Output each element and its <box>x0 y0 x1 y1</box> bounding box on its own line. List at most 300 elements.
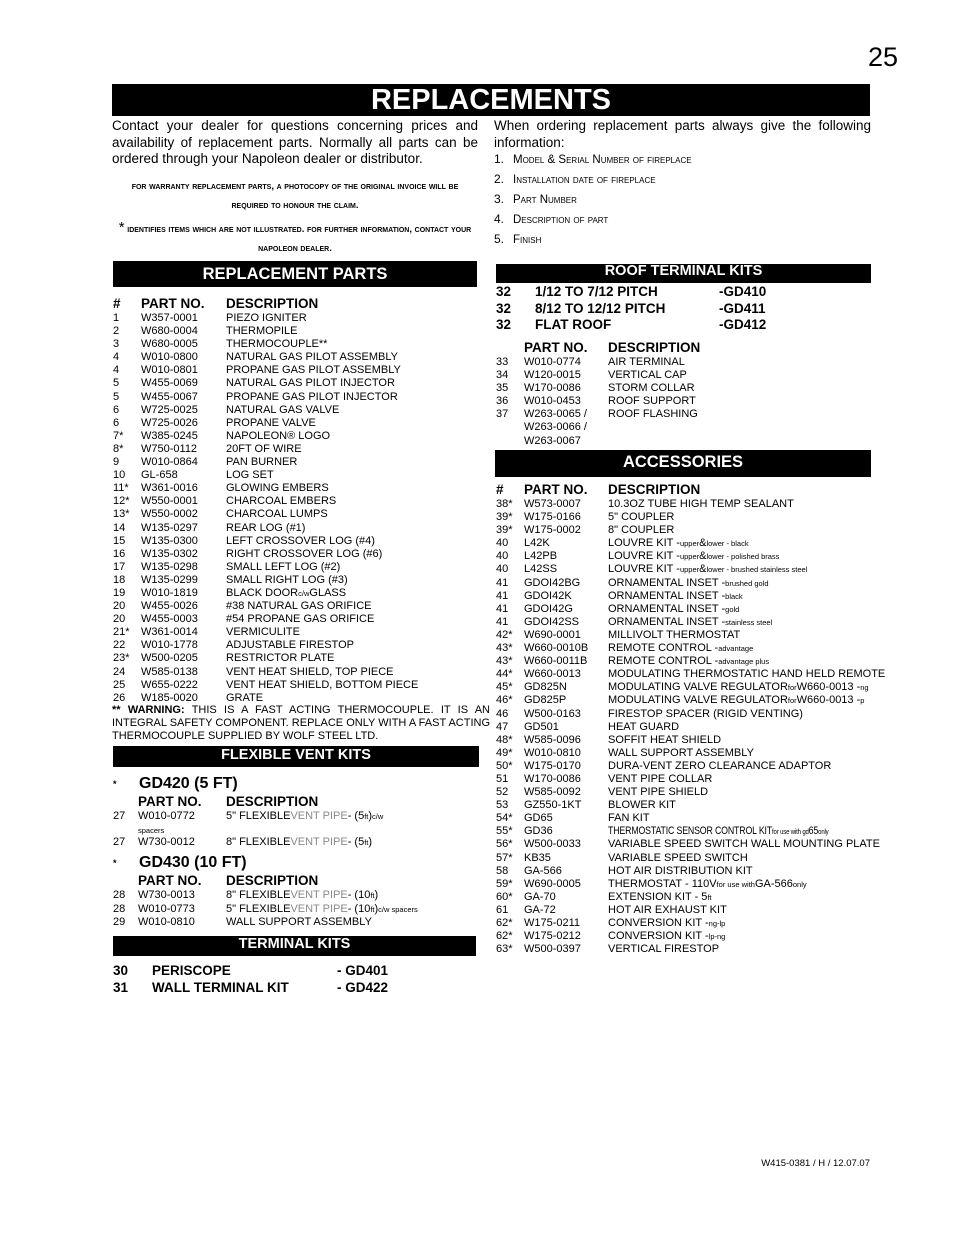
row-part-no: GDOI42SS <box>524 615 580 628</box>
part-row <box>496 760 885 773</box>
row-description-main: PAN BURNER <box>226 456 298 469</box>
kit-gd430-list <box>113 889 418 930</box>
row-number: 24 <box>113 665 126 678</box>
row-description <box>608 786 708 799</box>
row-number: 9 <box>113 456 120 469</box>
row-description-mid: & <box>699 550 707 563</box>
row-description-main: SMALL LEFT LOG (#2) <box>226 560 341 573</box>
row-description <box>608 590 743 603</box>
vent-row <box>113 903 418 917</box>
part-row <box>113 561 418 574</box>
part-row <box>113 469 418 482</box>
row-part-no: W730-0013 <box>138 889 195 901</box>
accessories-list <box>496 498 885 956</box>
part-row <box>496 421 698 434</box>
row-description-main: ROOF SUPPORT <box>608 395 696 408</box>
row-part-no: W660-0010B <box>524 642 589 655</box>
row-number: 15 <box>113 534 126 547</box>
col-description: DESCRIPTION <box>226 873 319 888</box>
row-description-small: lower - brushed stainless steel <box>706 565 808 575</box>
vent-pipe-link: VENT PIPE <box>290 902 348 915</box>
row-description <box>226 666 394 679</box>
vent-pipe-link: VENT PIPE <box>290 889 348 901</box>
row-number: 54* <box>496 812 513 825</box>
row-description <box>608 668 885 681</box>
col-part-no: PART NO. <box>138 794 202 809</box>
part-row <box>113 456 418 469</box>
row-description-main: CONVERSION KIT - <box>608 930 709 943</box>
row-part-no: W175-0166 <box>524 511 581 524</box>
row-number: 6 <box>113 403 120 416</box>
row-description-main: VARIABLE SPEED SWITCH WALL MOUNTING PLATE <box>608 838 880 851</box>
row-description-small: upper <box>679 552 700 562</box>
row-description <box>608 721 679 734</box>
part-row <box>113 626 418 639</box>
row-number: 4 <box>113 351 120 364</box>
part-row <box>496 408 698 421</box>
row-number: 11* <box>113 482 129 495</box>
row-description-small: for use with <box>716 879 755 889</box>
warranty-note: for warranty replacement parts, a photocopy of the original invoice will be required to honour the claim. <box>131 181 459 211</box>
row-number: 37 <box>496 408 509 421</box>
row-description <box>608 408 698 421</box>
row-description-small: upper <box>679 565 700 575</box>
row-number: 42* <box>496 628 513 641</box>
order-item-number: 3. <box>494 192 505 206</box>
row-part-no: GD825N <box>524 681 567 694</box>
part-row <box>496 395 698 408</box>
part-row <box>113 495 418 508</box>
desc-e: ) <box>374 902 379 915</box>
part-row <box>113 325 418 338</box>
row-number: 17 <box>113 560 126 573</box>
row-number: 26 <box>113 691 126 704</box>
row-number: 18 <box>113 573 126 586</box>
row-description <box>226 364 401 377</box>
row-part-no: W550-0002 <box>141 508 198 521</box>
part-row <box>496 825 885 838</box>
row-part-no: W500-0205 <box>141 652 198 665</box>
row-description-main: PROPANE GAS PILOT ASSEMBLY <box>226 364 401 377</box>
spacers-note: spacers <box>138 825 165 835</box>
desc-e: ) <box>368 835 373 848</box>
row-part-no: W135-0299 <box>141 573 198 586</box>
row-description <box>226 522 305 535</box>
col-part-no: PART NO. <box>138 873 202 888</box>
row-part-no: W680-0005 <box>141 338 198 351</box>
row-description-main: 8" COUPLER <box>608 524 675 537</box>
row-number: 44* <box>496 668 513 681</box>
row-description <box>608 577 769 590</box>
row-description-main: #38 NATURAL GAS ORIFICE <box>226 600 372 613</box>
kit-name: 1/12 TO 7/12 PITCH <box>535 284 658 299</box>
row-number: 16 <box>113 547 126 560</box>
row-description-main: ORNAMENTAL INSET - <box>608 576 726 589</box>
row-description-small: only <box>818 827 829 837</box>
row-description <box>608 773 712 786</box>
row-description <box>226 417 316 430</box>
part-row <box>113 312 418 325</box>
row-description <box>608 681 869 694</box>
row-description <box>608 655 769 668</box>
row-part-no: GL-658 <box>141 469 178 482</box>
row-description-main: REMOTE CONTROL - <box>608 642 719 655</box>
kit-star: * <box>113 857 117 868</box>
part-row <box>113 600 418 613</box>
row-description <box>608 356 685 369</box>
part-row <box>496 524 885 537</box>
row-description <box>226 836 372 849</box>
terminal-kits-list <box>113 963 388 996</box>
row-description-small: advantage <box>718 644 754 654</box>
row-part-no: W263-0067 <box>524 434 581 447</box>
row-part-no: W010-0453 <box>524 395 581 408</box>
row-description-mid: 65 <box>808 825 819 838</box>
part-row <box>496 511 885 524</box>
row-number: 46 <box>496 707 509 720</box>
row-description-main: LOUVRE KIT - <box>608 550 680 563</box>
flexible-vent-kits-heading: FLEXIBLE VENT KITS <box>113 746 479 767</box>
order-item <box>494 172 692 192</box>
row-description <box>608 878 807 891</box>
row-part-no: W585-0138 <box>141 665 198 678</box>
row-part-no: W175-0211 <box>524 917 581 929</box>
row-description-main: ORNAMENTAL INSET - <box>608 615 726 628</box>
part-row <box>496 629 885 642</box>
part-row <box>113 692 418 705</box>
row-number: 57* <box>496 851 513 864</box>
row-part-no: GDOI42G <box>524 602 573 615</box>
row-part-no: L42SS <box>524 563 558 576</box>
row-description <box>226 916 372 929</box>
row-description-main: BLACK DOOR <box>226 586 299 599</box>
row-description-main: NATURAL GAS VALVE <box>226 403 340 416</box>
kit-name: WALL TERMINAL KIT <box>152 979 289 995</box>
part-row <box>496 616 885 629</box>
page-title: REPLACEMENTS <box>112 84 870 116</box>
order-item-number: 2. <box>494 172 505 186</box>
row-description <box>226 312 307 325</box>
row-description <box>226 535 375 548</box>
row-number: 14 <box>113 521 126 534</box>
roof-kit-row <box>496 284 766 301</box>
row-description-main: THERMOPILE <box>226 325 298 338</box>
row-description <box>226 338 327 351</box>
row-description-main: EXTENSION KIT - 5 <box>608 890 708 903</box>
accessories-header <box>496 482 700 497</box>
row-description <box>226 692 263 705</box>
row-number: 5 <box>113 390 120 403</box>
row-description-small: p <box>860 696 865 706</box>
row-description <box>608 930 725 943</box>
row-part-no: W385-0245 <box>141 429 198 442</box>
row-description-main: #54 PROPANE GAS ORIFICE <box>226 613 375 626</box>
col-description: DESCRIPTION <box>608 482 701 497</box>
star-note-text: identifies items which are not illustrated. for further information, contact your napoleon dealer. <box>127 224 472 254</box>
row-part-no: W750-0112 <box>141 442 198 455</box>
row-part-no: GD825P <box>524 694 567 707</box>
part-row <box>496 930 885 943</box>
part-row <box>113 652 418 665</box>
kit-gd430-header <box>138 873 318 888</box>
row-description-main: VENT PIPE COLLAR <box>608 772 713 785</box>
unit-ft: ft <box>364 812 369 821</box>
cw-note: c/w spacers <box>378 904 418 914</box>
row-part-no: W010-0773 <box>138 902 195 915</box>
row-part-no: KB35 <box>524 851 551 864</box>
row-number: 43* <box>496 655 513 668</box>
desc-c: - (5 <box>347 835 365 848</box>
row-number: 27 <box>113 810 126 822</box>
row-description-main: VENT HEAT SHIELD, BOTTOM PIECE <box>226 678 419 691</box>
row-part-no: W660-0013 <box>524 668 581 681</box>
row-description-small: lower - polished brass <box>706 552 780 562</box>
row-description-main: RIGHT CROSSOVER LOG (#6) <box>226 547 383 560</box>
row-description <box>608 369 687 382</box>
part-row <box>113 338 418 351</box>
order-item-text: Description of part <box>513 214 609 226</box>
row-description-main: GLOWING EMBERS <box>226 482 329 495</box>
order-intro: When ordering replacement parts always give the following information: <box>494 118 871 150</box>
row-description-rest: GLASS <box>309 586 347 599</box>
replacement-parts-header <box>113 296 318 311</box>
row-part-no: W455-0026 <box>141 600 198 613</box>
part-row <box>113 508 418 521</box>
row-part-no: W690-0001 <box>524 628 581 641</box>
row-part-no: W135-0298 <box>141 560 198 573</box>
unit-ft: ft <box>370 891 375 900</box>
row-description-main: GRATE <box>226 691 264 704</box>
row-number: 23* <box>113 652 130 665</box>
desc-c: - (5 <box>347 810 365 822</box>
part-row <box>113 417 418 430</box>
col-description: DESCRIPTION <box>226 794 319 809</box>
part-row <box>113 587 418 600</box>
row-part-no: W175-0002 <box>524 524 581 537</box>
replacement-parts-heading: REPLACEMENT PARTS <box>113 261 477 287</box>
row-number: 22 <box>113 639 126 652</box>
desc-c: - (10 <box>347 889 371 901</box>
desc-c: - (10 <box>347 902 371 915</box>
row-number: 62* <box>496 930 513 943</box>
row-number: 63* <box>496 943 513 956</box>
part-row <box>113 548 418 561</box>
row-description-main: WALL SUPPORT ASSEMBLY <box>608 746 754 759</box>
row-number: 19 <box>113 586 126 599</box>
row-part-no: W170-0086 <box>524 772 581 785</box>
row-number: 32 <box>496 317 512 332</box>
row-part-no: W010-0801 <box>141 364 198 377</box>
row-description <box>226 889 378 902</box>
row-part-no: W010-1819 <box>141 586 198 599</box>
row-description <box>226 377 395 390</box>
part-row <box>496 904 885 917</box>
row-description <box>226 613 374 626</box>
document-code: W415-0381 / H / 12.07.07 <box>761 1158 870 1169</box>
part-row <box>496 563 885 576</box>
row-description-main: VERTICAL FIRESTOP <box>608 943 720 956</box>
row-part-no: W680-0004 <box>141 325 198 338</box>
row-part-no: GA-566 <box>524 864 562 877</box>
row-part-no: W010-0810 <box>138 916 195 928</box>
row-description-main: SOFFIT HEAT SHIELD <box>608 733 722 746</box>
row-description-main: DURA-VENT ZERO CLEARANCE ADAPTOR <box>608 759 832 772</box>
row-description-main: CONVERSION KIT - <box>608 917 709 929</box>
part-row <box>496 865 885 878</box>
part-row <box>496 603 885 616</box>
row-number: 27 <box>113 835 126 848</box>
row-description <box>608 694 864 707</box>
row-description <box>608 891 712 904</box>
order-item-number: 5. <box>494 232 505 246</box>
row-number: 62* <box>496 917 513 929</box>
row-description-main: LEFT CROSSOVER LOG (#4) <box>226 534 375 547</box>
row-part-no: GDOI42BG <box>524 576 581 589</box>
row-part-no: W573-0007 <box>524 498 581 510</box>
row-number: 20 <box>113 613 126 626</box>
order-info-list <box>494 152 692 252</box>
part-row <box>496 708 885 721</box>
row-number: 41 <box>496 576 509 589</box>
row-part-no: GDOI42K <box>524 589 572 602</box>
page-number: 25 <box>867 42 898 72</box>
row-description-small: ng-lp <box>708 919 726 928</box>
row-number: 60* <box>496 890 513 903</box>
row-part-no: W170-0086 <box>524 382 581 395</box>
part-row <box>496 878 885 891</box>
part-row <box>113 535 418 548</box>
row-description <box>226 903 418 916</box>
terminal-kit-row <box>113 963 388 980</box>
row-part-no: W660-0011B <box>524 655 588 668</box>
part-row <box>496 356 698 369</box>
row-number: 40 <box>496 563 509 576</box>
order-item-text: Model & Serial Number of fireplace <box>513 154 692 166</box>
row-part-no: GD36 <box>524 825 553 838</box>
kit-gd420 <box>113 775 238 793</box>
order-item-text: Installation date of fireplace <box>513 174 656 186</box>
row-description-main: SMALL RIGHT LOG (#3) <box>226 573 348 586</box>
row-number: 38* <box>496 498 513 510</box>
roof-terminal-kits-header <box>524 340 700 355</box>
row-description-main: 20FT OF WIRE <box>226 442 302 455</box>
replacement-parts-list <box>113 312 418 705</box>
row-description-main: CHARCOAL LUMPS <box>226 508 328 521</box>
row-number: 55* <box>496 825 513 838</box>
row-number: 56* <box>496 838 513 851</box>
row-part-no: W361-0016 <box>141 482 198 495</box>
row-number: 29 <box>113 916 126 928</box>
row-description-mid: W660-0013 - <box>796 681 861 694</box>
desc-a: 8" FLEXIBLE <box>226 835 291 848</box>
row-description <box>226 456 297 469</box>
row-number: 39* <box>496 524 513 537</box>
desc-e: ) <box>374 889 379 901</box>
vent-row <box>113 889 418 903</box>
row-description-main: LOUVRE KIT - <box>608 563 680 576</box>
row-part-no: W455-0069 <box>141 377 198 390</box>
col-part-no: PART NO. <box>524 340 588 355</box>
row-part-no: W725-0025 <box>141 403 198 416</box>
row-part-no: W135-0300 <box>141 534 198 547</box>
row-description <box>608 799 676 812</box>
row-part-no: W175-0170 <box>524 759 581 772</box>
row-number: 34 <box>496 369 509 382</box>
row-part-no: W135-0297 <box>141 521 198 534</box>
row-description-main: PROPANE GAS PILOT INJECTOR <box>226 390 398 403</box>
row-description-small: ng <box>860 683 869 693</box>
row-description <box>608 395 696 408</box>
row-number: 20 <box>113 600 126 613</box>
kit-gd420-list <box>113 810 383 849</box>
row-description <box>608 629 740 642</box>
row-description-main: HEAT GUARD <box>608 720 680 733</box>
row-description-main: MODULATING VALVE REGULATOR <box>608 694 788 707</box>
row-part-no: W730-0012 <box>138 835 195 848</box>
part-row <box>113 351 418 364</box>
row-description <box>226 639 354 652</box>
row-number: 61 <box>496 903 509 916</box>
part-row <box>496 382 698 395</box>
row-number: 3 <box>113 338 120 351</box>
row-number: 28 <box>113 902 126 915</box>
row-description-main: 10.3OZ TUBE HIGH TEMP SEALANT <box>608 498 794 510</box>
row-number: 46* <box>496 694 513 707</box>
terminal-kit-row <box>113 980 388 997</box>
part-row <box>496 891 885 904</box>
row-part-no: W010-0772 <box>138 810 195 822</box>
part-row <box>113 613 418 626</box>
row-part-no: W010-0864 <box>141 456 198 469</box>
row-description-main: ROOF FLASHING <box>608 408 698 421</box>
row-description-main: REAR LOG (#1) <box>226 521 306 534</box>
desc-a: 5" FLEXIBLE <box>226 902 291 915</box>
part-row <box>113 522 418 535</box>
col-description: DESCRIPTION <box>608 340 701 355</box>
col-part-no: PART NO. <box>141 296 205 311</box>
row-description <box>226 548 382 561</box>
row-number: 33 <box>496 356 509 368</box>
row-description-main: BLOWER KIT <box>608 799 676 812</box>
row-number: 52 <box>496 786 509 799</box>
row-description <box>226 469 274 482</box>
row-number: 13* <box>113 508 130 521</box>
kit-code: - GD401 <box>337 963 389 978</box>
part-row <box>113 443 418 456</box>
row-description <box>608 812 650 825</box>
row-description <box>608 865 753 878</box>
row-description <box>608 511 674 524</box>
row-number: 41 <box>496 602 509 615</box>
row-description <box>608 708 803 721</box>
unit-ft: ft <box>364 837 369 847</box>
row-part-no: W455-0003 <box>141 613 198 626</box>
row-number: 8* <box>113 442 124 455</box>
row-number: 36 <box>496 395 509 408</box>
row-description-main: THERMOSTATIC SENSOR CONTROL KIT <box>608 825 773 838</box>
row-description <box>226 600 371 613</box>
order-item-text: Finish <box>513 234 542 246</box>
row-description-main: PROPANE VALVE <box>226 416 316 429</box>
row-description-main: FAN KIT <box>608 812 650 825</box>
row-part-no: W500-0033 <box>524 838 581 851</box>
row-part-no: L42PB <box>524 550 558 563</box>
kit-gd430-name: GD430 (10 FT) <box>139 854 247 871</box>
row-description <box>608 838 880 851</box>
row-description-main: HOT AIR EXHAUST KIT <box>608 903 727 916</box>
row-description <box>226 561 340 574</box>
row-description-small: brushed gold <box>725 578 769 588</box>
